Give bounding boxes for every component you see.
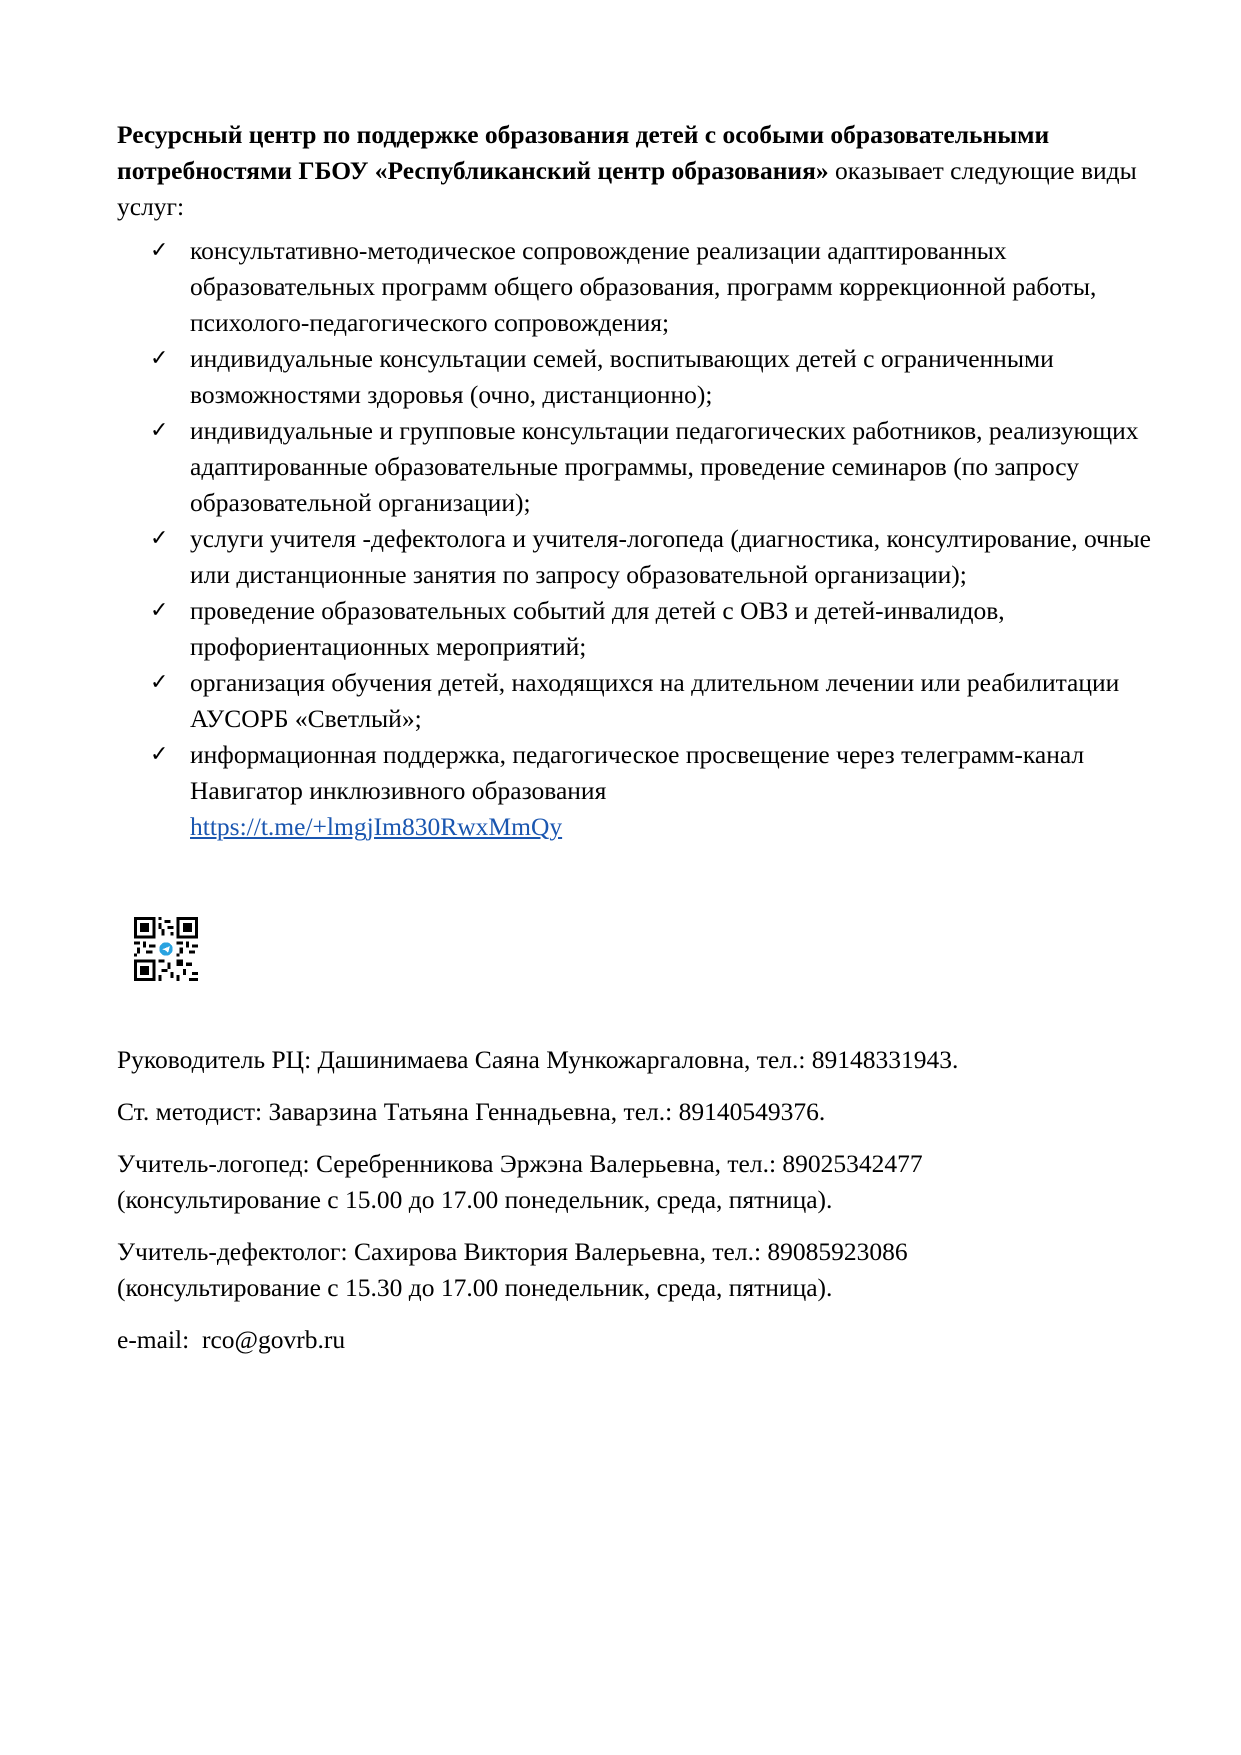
- email-address[interactable]: rco@govrb.ru: [201, 1325, 346, 1354]
- intro-paragraph: [117, 117, 1157, 225]
- check-mark-icon: ✓: [150, 670, 169, 695]
- check-mark-icon: ✓: [150, 598, 169, 623]
- list-item: [150, 413, 1157, 521]
- check-mark-icon: ✓: [150, 418, 169, 443]
- defectologist-line2: (консультирование с 15.30 до 17.00 понедельник, среда, пятница).: [117, 1273, 833, 1302]
- defectologist-line1: Учитель-дефектолог: Сахирова Виктория Валерьевна, тел.: 89085923086: [117, 1237, 908, 1266]
- speech-therapist-line2: (консультирование с 15.00 до 17.00 понедельник, среда, пятница).: [117, 1185, 833, 1214]
- check-mark-icon: ✓: [150, 526, 169, 551]
- telegram-link[interactable]: https://t.me/+lmgjIm830RwxMmQy: [190, 812, 563, 841]
- check-mark-icon: ✓: [150, 742, 169, 767]
- list-item: [150, 341, 1157, 413]
- qr-code-icon: [134, 917, 198, 981]
- service-text: индивидуальные и групповые консультации педагогических работников, реализующих адаптированные образовательные программы, проведение семинаров (по запросу образовательной организации);: [190, 416, 1139, 517]
- check-mark-icon: ✓: [150, 346, 169, 371]
- intro-regular-text: оказывает следующие виды услуг:: [117, 156, 1137, 221]
- list-item: [150, 665, 1157, 737]
- list-item: [150, 593, 1157, 665]
- service-text: услуги учителя -дефектолога и учителя-логопеда (диагностика, консултирование, очные или дистанционные занятия по запросу образовательной организации);: [190, 524, 1151, 589]
- service-text: консультативно-методическое сопровождение реализации адаптированных образовательных программ общего образования, программ коррекционной работы, психолого-педагогического сопровождения;: [190, 236, 1097, 337]
- service-text: организация обучения детей, находящихся на длительном лечении или реабилитации АУСОРБ «Светлый»;: [190, 668, 1120, 733]
- service-text: индивидуальные консультации семей, воспитывающих детей с ограниченными возможностями здоровья (очно, дистанционно);: [190, 344, 1054, 409]
- head-contact: Руководитель РЦ: Дашинимаева Саяна Мункожаргаловна, тел.: 89148331943.: [117, 1045, 959, 1074]
- methodist-contact: Ст. методист: Заварзина Татьяна Геннадьевна, тел.: 89140549376.: [117, 1097, 826, 1126]
- services-list: [117, 233, 1157, 845]
- list-item: [150, 521, 1157, 593]
- intro-bold-text: Ресурсный центр по поддержке образования детей с особыми образовательными потребностями ГБОУ «Республиканский центр образования»: [117, 120, 1050, 185]
- check-mark-icon: ✓: [150, 238, 169, 263]
- speech-therapist-line1: Учитель-логопед: Серебренникова Эржэна Валерьевна, тел.: 89025342477: [117, 1149, 923, 1178]
- list-item: [150, 233, 1157, 341]
- service-text: проведение образовательных событий для детей с ОВЗ и детей-инвалидов, профориентационных мероприятий;: [190, 596, 1005, 661]
- document-page: [117, 117, 1157, 1354]
- defectologist-contact: [117, 1234, 1157, 1306]
- contacts-section: [117, 1042, 1157, 1374]
- email-label: e-mail:: [117, 1325, 190, 1354]
- speech-therapist-contact: [117, 1146, 1157, 1218]
- service-text: информационная поддержка, педагогическое просвещение через телеграмм-канал Навигатор инклюзивного образования: [190, 740, 1085, 805]
- list-item: [150, 737, 1157, 845]
- email-contact: [117, 1322, 1157, 1358]
